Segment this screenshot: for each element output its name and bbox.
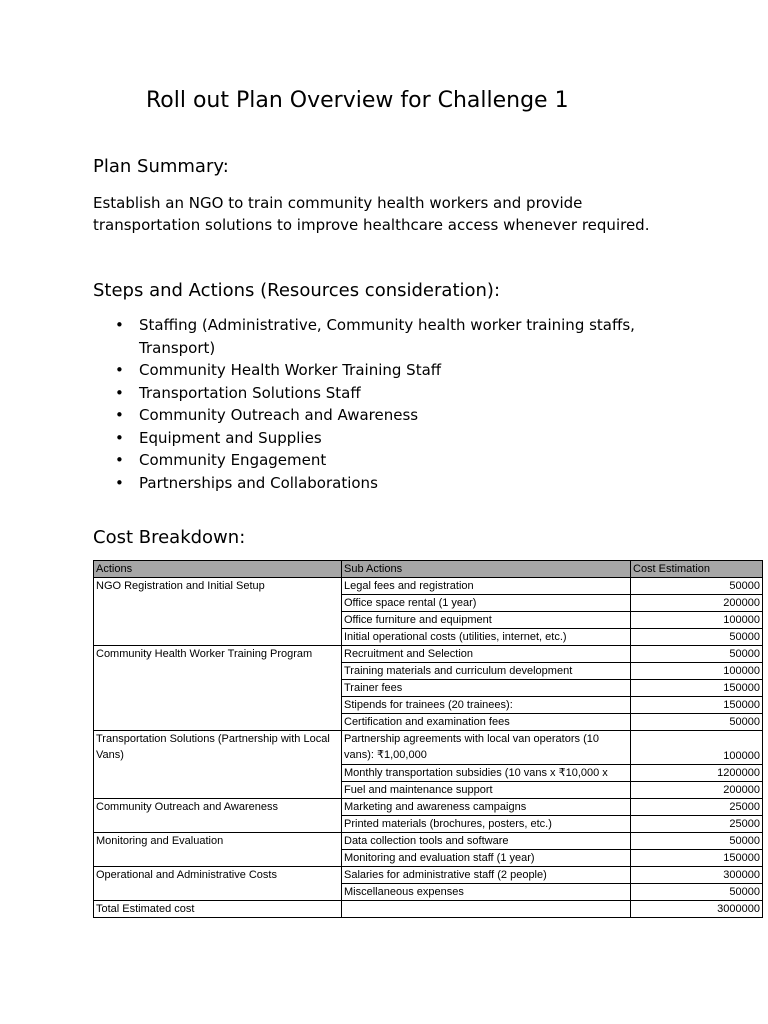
cost-cell: 100000 xyxy=(631,731,763,765)
bullet-icon: • xyxy=(115,473,124,492)
sub-action-cell: Office space rental (1 year) xyxy=(342,595,631,612)
sub-action-cell: Certification and examination fees xyxy=(342,714,631,731)
sub-action-cell: Office furniture and equipment xyxy=(342,612,631,629)
sub-action-cell: Monthly transportation subsidies (10 vans x ₹10,000 x xyxy=(342,765,631,782)
sub-action-cell: Printed materials (brochures, posters, etc.) xyxy=(342,816,631,833)
steps-heading: Steps and Actions (Resources consideration): xyxy=(93,280,501,301)
header-sub-actions: Sub Actions xyxy=(342,561,631,578)
sub-action-cell: Trainer fees xyxy=(342,680,631,697)
header-cost-estimation: Cost Estimation xyxy=(631,561,763,578)
bullet-icon: • xyxy=(115,361,124,379)
cost-cell: 50000 xyxy=(631,629,763,646)
sub-action-cell: Stipends for trainees (20 trainees): xyxy=(342,697,631,714)
cost-cell: 200000 xyxy=(631,782,763,799)
table-row xyxy=(94,578,763,595)
step-item xyxy=(93,427,653,450)
cost-cell: 50000 xyxy=(631,646,763,663)
sub-action-cell: Monitoring and evaluation staff (1 year) xyxy=(342,850,631,867)
plan-summary-heading: Plan Summary: xyxy=(93,156,229,177)
cost-cell: 200000 xyxy=(631,595,763,612)
step-item xyxy=(93,449,653,472)
sub-action-cell: Fuel and maintenance support xyxy=(342,782,631,799)
action-cell: Community Outreach and Awareness xyxy=(94,799,342,833)
cost-cell: 150000 xyxy=(631,697,763,714)
step-item xyxy=(93,314,653,359)
sub-action-cell: Miscellaneous expenses xyxy=(342,884,631,901)
step-item-label: Community Engagement xyxy=(139,451,327,469)
total-label-cell: Total Estimated cost xyxy=(94,901,342,918)
cost-table xyxy=(93,560,763,918)
step-item-label: Community Health Worker Training Staff xyxy=(139,361,442,379)
cost-cell: 50000 xyxy=(631,578,763,595)
table-header-row xyxy=(94,561,763,578)
sub-action-cell: Initial operational costs (utilities, internet, etc.) xyxy=(342,629,631,646)
step-item-label: Staffing (Administrative, Community health worker training staffs, Transport) xyxy=(139,316,635,357)
cost-cell: 25000 xyxy=(631,799,763,816)
table-row xyxy=(94,833,763,850)
table-row xyxy=(94,646,763,663)
cost-cell: 50000 xyxy=(631,884,763,901)
step-item xyxy=(93,404,653,427)
cost-cell: 300000 xyxy=(631,867,763,884)
sub-action-cell: Salaries for administrative staff (2 people) xyxy=(342,867,631,884)
step-item xyxy=(93,382,653,405)
total-sub-cell xyxy=(342,901,631,918)
sub-action-cell: Marketing and awareness campaigns xyxy=(342,799,631,816)
bullet-icon: • xyxy=(115,428,124,447)
bullet-icon: • xyxy=(115,406,124,424)
step-item-label: Equipment and Supplies xyxy=(139,428,322,447)
step-item-label: Transportation Solutions Staff xyxy=(139,383,361,402)
sub-action-cell: Training materials and curriculum development xyxy=(342,663,631,680)
step-item xyxy=(93,359,653,382)
cost-cell: 50000 xyxy=(631,833,763,850)
action-cell: NGO Registration and Initial Setup xyxy=(94,578,342,646)
bullet-icon: • xyxy=(115,383,124,402)
step-item-label: Community Outreach and Awareness xyxy=(139,406,419,424)
cost-cell: 25000 xyxy=(631,816,763,833)
total-cost-cell: 3000000 xyxy=(631,901,763,918)
bullet-icon: • xyxy=(115,316,124,334)
table-row xyxy=(94,731,763,765)
action-cell: Transportation Solutions (Partnership with Local Vans) xyxy=(94,731,342,799)
total-row xyxy=(94,901,763,918)
sub-action-cell: Data collection tools and software xyxy=(342,833,631,850)
step-item-label: Partnerships and Collaborations xyxy=(139,473,378,492)
cost-cell: 150000 xyxy=(631,680,763,697)
cost-cell: 50000 xyxy=(631,714,763,731)
cost-breakdown-heading: Cost Breakdown: xyxy=(93,527,246,548)
cost-cell: 100000 xyxy=(631,612,763,629)
action-cell: Operational and Administrative Costs xyxy=(94,867,342,901)
bullet-icon: • xyxy=(115,451,124,469)
cost-table-body xyxy=(94,578,763,918)
page-title: Roll out Plan Overview for Challenge 1 xyxy=(146,88,569,113)
cost-cell: 1200000 xyxy=(631,765,763,782)
table-row xyxy=(94,799,763,816)
plan-summary-text: Establish an NGO to train community health workers and provide transportation solutions to improve healthcare access whenever required. xyxy=(93,194,650,234)
action-cell: Community Health Worker Training Program xyxy=(94,646,342,731)
table-row xyxy=(94,867,763,884)
cost-cell: 150000 xyxy=(631,850,763,867)
steps-list xyxy=(93,314,653,494)
sub-action-cell: Recruitment and Selection xyxy=(342,646,631,663)
sub-action-cell: Partnership agreements with local van operators (10 vans): ₹1,00,000 xyxy=(342,731,631,765)
action-cell: Monitoring and Evaluation xyxy=(94,833,342,867)
sub-action-cell: Legal fees and registration xyxy=(342,578,631,595)
step-item xyxy=(93,472,653,495)
header-actions: Actions xyxy=(94,561,342,578)
cost-cell: 100000 xyxy=(631,663,763,680)
